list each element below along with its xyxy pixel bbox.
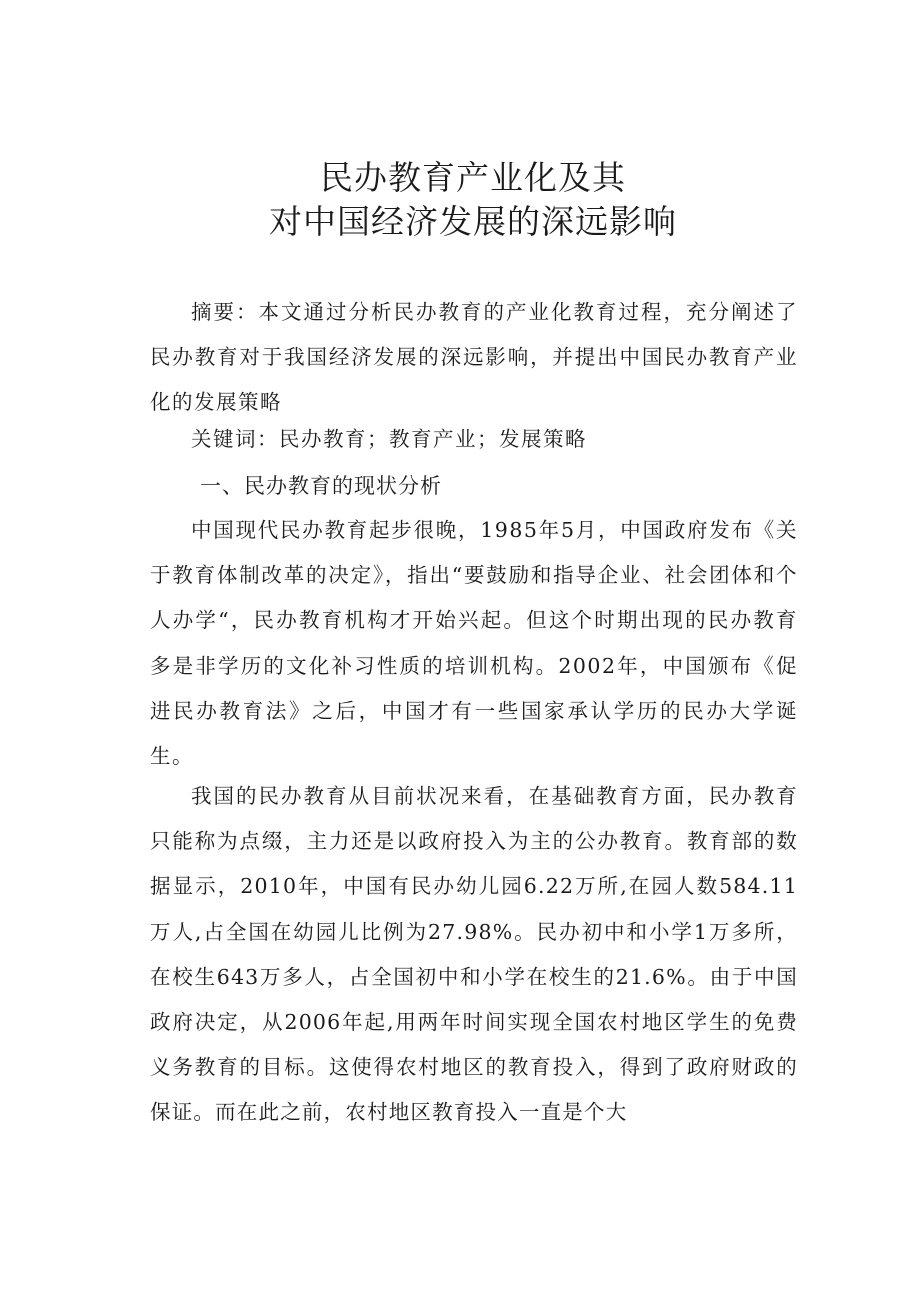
section-heading: 一、民办教育的现状分析 [200,474,442,498]
document-title-line-1: 民办教育产业化及其 [320,158,626,197]
document-title-line-2: 对中国经济发展的深远影响 [269,202,677,241]
body-paragraph-2: 我国的民办教育从目前状况来看，在基础教育方面，民办教育只能称为点缀，主力还是以政府投入为主的公办教育。教育部的数据显示，2010年，中国有民办幼儿园6.22万所,在园人数584.11万人,占全国在幼园儿比例为27.98%。民办初中和小学1万多所，在校生643万多人，占全国初中和小学在校生的21.6%。由于中国政府决定，从2006年起,用两年时间实现全国农村地区学生的免费义务教育的目标。这使得农村地区的教育投入，得到了政府财政的保证。而在此之前，农村地区教育投入一直是个大 [150,784,798,1125]
keywords-paragraph: 关键词：民办教育；教育产业；发展策略 [191,427,587,451]
abstract-paragraph: 摘要：本文通过分析民办教育的产业化教育过程，充分阐述了民办教育对于我国经济发展的深远影响，并提出中国民办教育产业化的发展策略 [150,300,798,415]
body-paragraph-1: 中国现代民办教育起步很晚，1985年5月，中国政府发布《关于教育体制改革的决定》，指出“要鼓励和指导企业、社会团体和个人办学“，民办教育机构才开始兴起。但这个时期出现的民办教育多是非学历的文化补习性质的培训机构。2002年，中国颁布《促进民办教育法》之后，中国才有一些国家承认学历的民办大学诞生。 [150,518,798,769]
